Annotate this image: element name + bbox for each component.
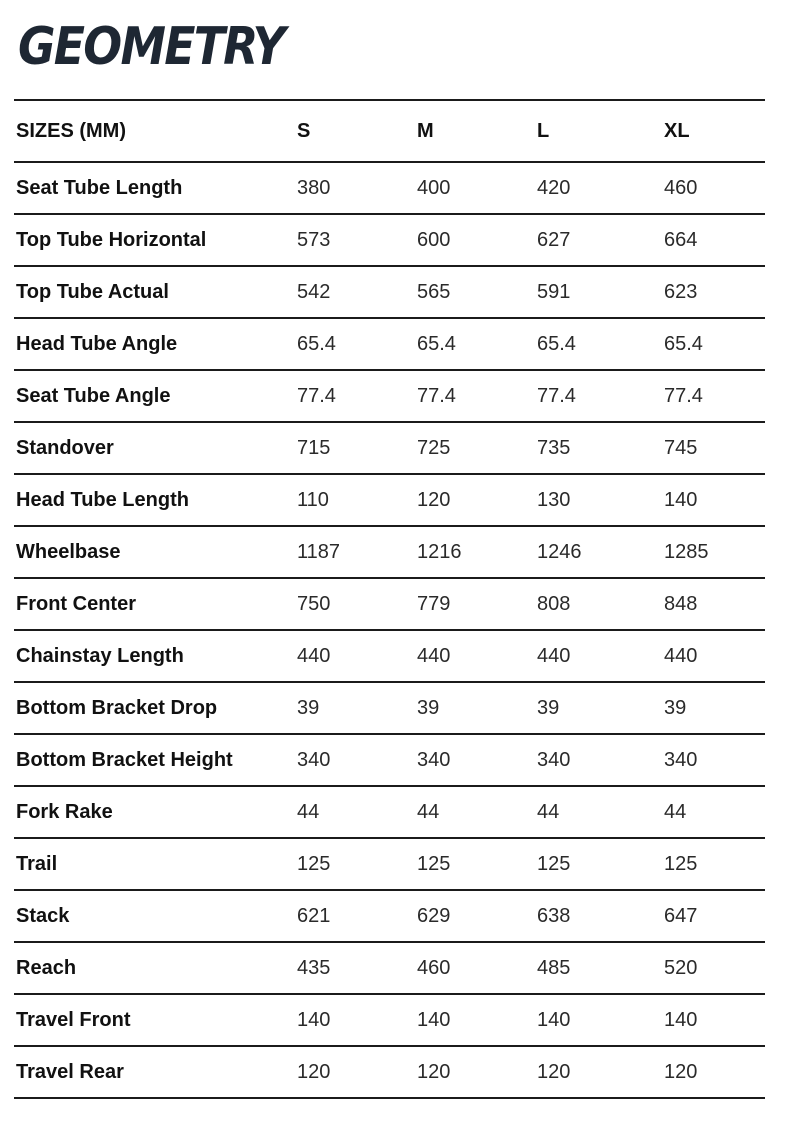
row-label: Travel Rear [16,1060,124,1083]
cell-size-m: 44 [417,800,440,823]
cell-size-xl: 140 [664,488,698,511]
row-label: Front Center [16,592,136,615]
cell-size-s: 1187 [297,540,341,563]
cell-size-xl: 140 [664,1008,698,1031]
cell-size-m: 629 [417,904,451,927]
cell-size-xl: 120 [664,1060,698,1083]
table-row [14,215,765,267]
table-row [14,475,765,527]
cell-size-xl: 664 [664,228,698,251]
cell-size-s: 573 [297,228,331,251]
table-row [14,631,765,683]
cell-size-xl: 125 [664,852,698,875]
row-label: Fork Rake [16,800,113,823]
cell-size-s: 39 [297,696,320,719]
cell-size-l: 638 [537,904,571,927]
cell-size-xl: 745 [664,436,698,459]
table-row [14,943,765,995]
cell-size-l: 735 [537,436,571,459]
cell-size-xl: 623 [664,280,698,303]
cell-size-s: 340 [297,748,331,771]
table-row [14,735,765,787]
cell-size-xl: 647 [664,904,698,927]
cell-size-m: 779 [417,592,451,615]
cell-size-xl: 39 [664,696,687,719]
cell-size-s: 440 [297,644,331,667]
cell-size-m: 39 [417,696,440,719]
cell-size-m: 565 [417,280,451,303]
cell-size-m: 400 [417,176,451,199]
table-row [14,267,765,319]
cell-size-xl: 440 [664,644,698,667]
cell-size-l: 440 [537,644,571,667]
header-size-l: L [537,119,550,142]
cell-size-l: 140 [537,1008,571,1031]
row-label: Seat Tube Angle [16,384,171,407]
cell-size-l: 808 [537,592,571,615]
cell-size-xl: 77.4 [664,384,703,407]
cell-size-m: 460 [417,956,451,979]
cell-size-xl: 340 [664,748,698,771]
cell-size-s: 110 [297,488,329,511]
header-size-xl: XL [664,119,690,142]
cell-size-l: 120 [537,1060,571,1083]
cell-size-s: 125 [297,852,331,875]
cell-size-m: 120 [417,1060,451,1083]
cell-size-l: 1246 [537,540,582,563]
geometry-table [14,99,765,1099]
cell-size-m: 1216 [417,540,462,563]
cell-size-l: 125 [537,852,571,875]
cell-size-l: 44 [537,800,560,823]
table-row [14,527,765,579]
cell-size-l: 340 [537,748,571,771]
cell-size-l: 130 [537,488,571,511]
row-label: Bottom Bracket Drop [16,696,218,719]
cell-size-l: 77.4 [537,384,576,407]
cell-size-s: 715 [297,436,331,459]
table-header-row [14,101,765,163]
header-size-s: S [297,119,311,142]
header-sizes: SIZES (MM) [16,119,126,142]
table-row [14,579,765,631]
row-label: Bottom Bracket Height [16,748,233,771]
table-body [14,163,765,1099]
table-row [14,1047,765,1099]
row-label: Standover [16,436,114,459]
row-label: Travel Front [16,1008,131,1031]
cell-size-xl: 460 [664,176,698,199]
row-label: Top Tube Horizontal [16,228,207,251]
row-label: Chainstay Length [16,644,184,667]
cell-size-m: 725 [417,436,451,459]
cell-size-m: 120 [417,488,451,511]
cell-size-s: 750 [297,592,331,615]
cell-size-m: 600 [417,228,451,251]
table-row [14,163,765,215]
cell-size-m: 140 [417,1008,451,1031]
cell-size-s: 621 [297,904,331,927]
cell-size-xl: 520 [664,956,698,979]
table-row [14,683,765,735]
cell-size-m: 65.4 [417,332,456,355]
table-row [14,319,765,371]
cell-size-s: 44 [297,800,320,823]
cell-size-m: 77.4 [417,384,456,407]
row-label: Top Tube Actual [16,280,169,303]
cell-size-s: 120 [297,1060,331,1083]
cell-size-s: 542 [297,280,331,303]
cell-size-m: 340 [417,748,451,771]
row-label: Reach [16,956,77,979]
cell-size-xl: 65.4 [664,332,703,355]
cell-size-l: 627 [537,228,571,251]
cell-size-s: 435 [297,956,331,979]
table-row [14,371,765,423]
cell-size-m: 440 [417,644,451,667]
cell-size-s: 380 [297,176,331,199]
cell-size-s: 77.4 [297,384,336,407]
cell-size-l: 485 [537,956,571,979]
cell-size-l: 39 [537,696,560,719]
row-label: Stack [16,904,70,927]
cell-size-s: 140 [297,1008,331,1031]
table-row [14,995,765,1047]
row-label: Head Tube Angle [16,332,178,355]
row-label: Seat Tube Length [16,176,183,199]
table-row [14,839,765,891]
table-row [14,787,765,839]
cell-size-l: 420 [537,176,571,199]
header-size-m: M [417,119,434,142]
page-title: GEOMETRY [18,17,284,77]
table-row [14,423,765,475]
cell-size-s: 65.4 [297,332,336,355]
cell-size-l: 65.4 [537,332,576,355]
row-label: Head Tube Length [16,488,189,511]
row-label: Trail [16,852,58,875]
cell-size-xl: 1285 [664,540,709,563]
row-label: Wheelbase [16,540,121,563]
cell-size-l: 591 [537,280,571,303]
cell-size-xl: 44 [664,800,687,823]
cell-size-m: 125 [417,852,451,875]
table-row [14,891,765,943]
cell-size-xl: 848 [664,592,698,615]
